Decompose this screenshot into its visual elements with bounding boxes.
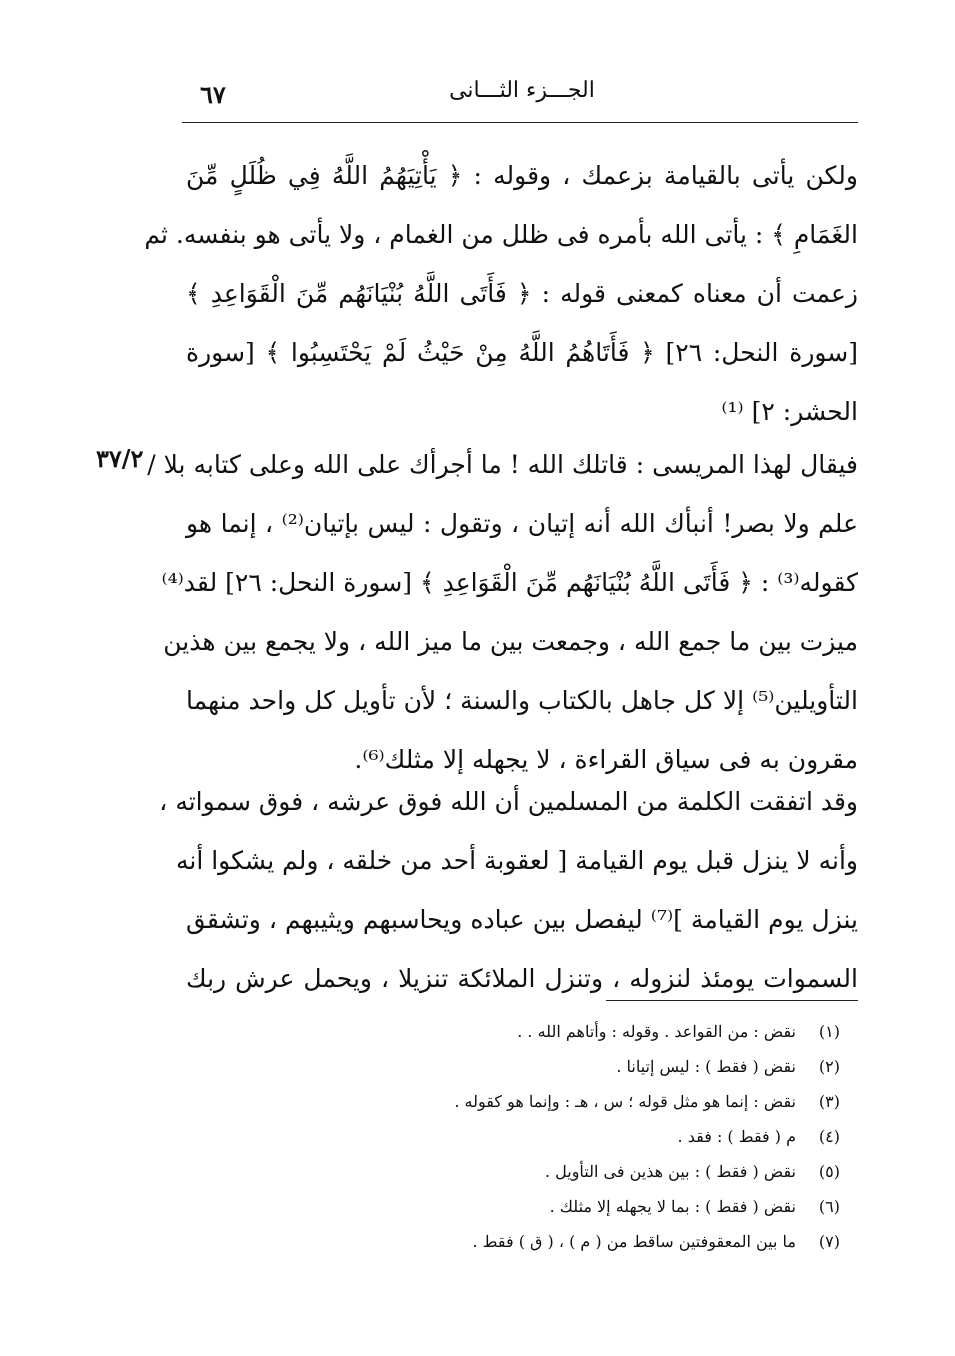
footnote-text: نقض : من القواعد . وقوله : وأتاهم الله . . — [517, 1022, 796, 1041]
footnote — [300, 1049, 840, 1084]
footnote — [300, 1154, 840, 1189]
footnote-number: (٤) — [818, 1127, 840, 1146]
text-line: كقوله⁽³⁾ : ﴿ فَأَتَى اللَّهُ بُنْيَانَهُم مِّنَ الْقَوَاعِدِ ﴾ [سورة النحل: ٢٦] لقد⁽⁴⁾ — [161, 568, 858, 597]
text-line: الحشر: ٢] ⁽¹⁾ — [721, 397, 858, 426]
text-line: السموات يومئذ لنزوله ، وتنزل الملائكة تنزيلا ، ويحمل عرش ربك — [186, 964, 858, 993]
paragraph-2 — [147, 435, 858, 789]
text-line: التأويلين⁽⁵⁾ إلا كل جاهل بالكتاب والسنة ؛ لأن تأويل كل واحد منهما — [186, 686, 858, 715]
footnote-text: نقض ( فقط ) : ليس إتيانا . — [616, 1057, 796, 1076]
page-header — [182, 78, 858, 123]
footnote-number: (٣) — [818, 1092, 840, 1111]
footnotes — [300, 1014, 840, 1259]
text-line: الغَمَامِ ﴾ : يأتى الله بأمره فى ظلل من الغمام ، ولا يأتى هو بنفسه. ثم — [144, 220, 858, 249]
footnote-text: نقض ( فقط ) : بما لا يجهله إلا مثلك . — [549, 1197, 796, 1216]
text-line: ميزت بين ما جمع الله ، وجمعت بين ما ميز الله ، ولا يجمع بين هذين — [163, 627, 858, 656]
text-line: [سورة النحل: ٢٦] ﴿ فَأَتَاهُمُ اللَّهُ مِنْ حَيْثُ لَمْ يَحْتَسِبُوا ﴾ [سورة — [186, 338, 859, 367]
footnote — [300, 1084, 840, 1119]
footnote-text: م ( فقط ) : فقد . — [677, 1127, 796, 1146]
text-line: زعمت أن معناه كمعنى قوله : ﴿ فَأَتَى اللَّهُ بُنْيَانَهُم مِّنَ الْقَوَاعِدِ ﴾ — [186, 279, 858, 308]
running-title: الجـــزء الثـــانى — [449, 78, 595, 103]
text-line: مقرون به فى سياق القراءة ، لا يجهله إلا مثلك⁽⁶⁾. — [354, 745, 858, 774]
page-number: ٦٧ — [200, 80, 226, 109]
footnote-number: (٦) — [818, 1197, 840, 1216]
text-line: وقد اتفقت الكلمة من المسلمين أن الله فوق عرشه ، فوق سمواته ، — [159, 787, 858, 816]
footnote — [300, 1014, 840, 1049]
footnote-number: (٥) — [818, 1162, 840, 1181]
footnote-text: ما بين المعقوفتين ساقط من ( م ) ، ( ق ) فقط . — [472, 1232, 796, 1251]
footnote-number: (١) — [818, 1022, 840, 1041]
text-line: وأنه لا ينزل قبل يوم القيامة [ لعقوبة أحد من خلقه ، ولم يشكوا أنه — [175, 846, 858, 875]
footnote-number: (٧) — [818, 1232, 840, 1251]
text-line: ينزل يوم القيامة ]⁽⁷⁾ ليفصل بين عباده ويحاسبهم ويثيبهم ، وتشقق — [186, 905, 858, 934]
footnote-text: نقض ( فقط ) : بين هذين فى التأويل . — [544, 1162, 796, 1181]
footnote-number: (٢) — [818, 1057, 840, 1076]
margin-reference: ٣٧/٢ — [96, 444, 144, 473]
text-line: فيقال لهذا المريسى : قاتلك الله ! ما أجرأك على الله وعلى كتابه بلا / — [147, 450, 858, 479]
text-line: ولكن يأتى بالقيامة بزعمك ، وقوله : ﴿ يَأْتِيَهُمُ اللَّهُ فِي ظُلَلٍ مِّنَ — [186, 161, 858, 190]
paragraph-1 — [144, 146, 859, 441]
footnote — [300, 1189, 840, 1224]
footnote — [300, 1119, 840, 1154]
text-line: علم ولا بصر! أنبأك الله أنه إتيان ، وتقول : ليس بإتيان⁽²⁾ ، إنما هو — [186, 509, 858, 538]
paragraph-3 — [159, 772, 858, 1008]
footnote — [300, 1224, 840, 1259]
footnote-divider — [606, 1000, 858, 1001]
footnote-text: نقض : إنما هو مثل قوله ؛ س ، هـ : وإنما هو كقوله . — [454, 1092, 796, 1111]
